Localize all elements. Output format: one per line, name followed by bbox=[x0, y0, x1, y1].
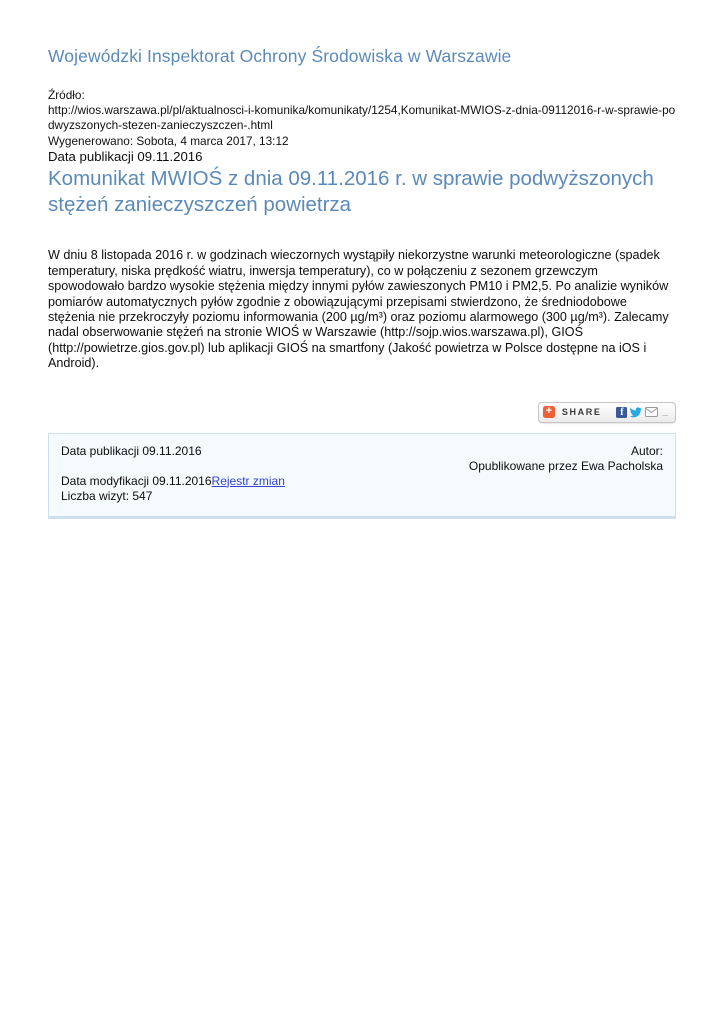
box-modified-line bbox=[61, 474, 285, 489]
box-publish-date: Data publikacji 09.11.2016 bbox=[61, 443, 202, 458]
share-widget[interactable] bbox=[538, 402, 676, 423]
generated-timestamp: Wygenerowano: Sobota, 4 marca 2017, 13:12 bbox=[48, 133, 289, 148]
source-label: Źródło: bbox=[48, 88, 85, 102]
article-body: W dniu 8 listopada 2016 r. w godzinach wieczornych wystąpiły niekorzystne warunki meteorologiczne (spadek temperatury, niska prędkość wiatru, inwersja temperatury), co w połączeniu z sezonem grzewczym spowodowało bardzo wysokie stężenia między innymi pyłów zawieszonych PM10 i PM2,5. Po analizie wyników pomiarów automatycznych pyłów zgodnie z obowiązującymi przepisami stwierdzono, że średniodobowe stężenia nie przekroczyły poziomu informowania (200 µg/m³) oraz poziomu alarmowego (300 µg/m³). Zalecamy nadal obserwowanie stężeń na stronie WIOŚ w Warszawie (http://sojp.wios.warszawa.pl), GIOŚ (http://powietrze.gios.gov.pl) lub aplikacji GIOŚ na smartfony (Jakość powietrza w Polsce dostępne na iOS i Android). bbox=[48, 248, 669, 371]
share-button-label[interactable]: SHARE bbox=[561, 407, 602, 418]
box-visit-count: Liczba wizyt: 547 bbox=[61, 488, 153, 503]
share-plus-icon[interactable]: + bbox=[543, 406, 555, 418]
publish-date-top: Data publikacji 09.11.2016 bbox=[48, 148, 203, 164]
publication-info-box bbox=[48, 433, 676, 519]
site-title: Wojewódzki Inspektorat Ochrony Środowiska w Warszawie bbox=[48, 46, 512, 66]
share-more-icon[interactable]: _ bbox=[662, 406, 668, 418]
article-title: Komunikat MWIOŚ z dnia 09.11.2016 r. w sprawie podwyższonych stężeń zanieczyszczeń powietrza bbox=[48, 166, 654, 217]
info-box-left bbox=[61, 444, 285, 504]
register-changes-link[interactable]: Rejestr zmian bbox=[211, 473, 285, 488]
facebook-icon[interactable]: f bbox=[616, 407, 627, 418]
twitter-icon[interactable] bbox=[630, 407, 642, 418]
document-meta bbox=[48, 88, 676, 165]
author-name: Opublikowane przez Ewa Pacholska bbox=[468, 458, 663, 473]
email-icon[interactable] bbox=[645, 407, 658, 417]
source-url: http://wios.warszawa.pl/pl/aktualnosci-i-komunika/komunikaty/1254,Komunikat-MWIOS-z-dnia-09112016-r-w-sprawie-podwyzszonych-stezen-zanieczyszczen-.html bbox=[48, 103, 676, 133]
info-box-right bbox=[469, 444, 663, 504]
box-modified-label: Data modyfikacji 09.11.2016 bbox=[61, 473, 212, 488]
author-label: Autor: bbox=[630, 443, 663, 458]
share-row bbox=[48, 402, 676, 423]
content-column bbox=[48, 0, 676, 519]
